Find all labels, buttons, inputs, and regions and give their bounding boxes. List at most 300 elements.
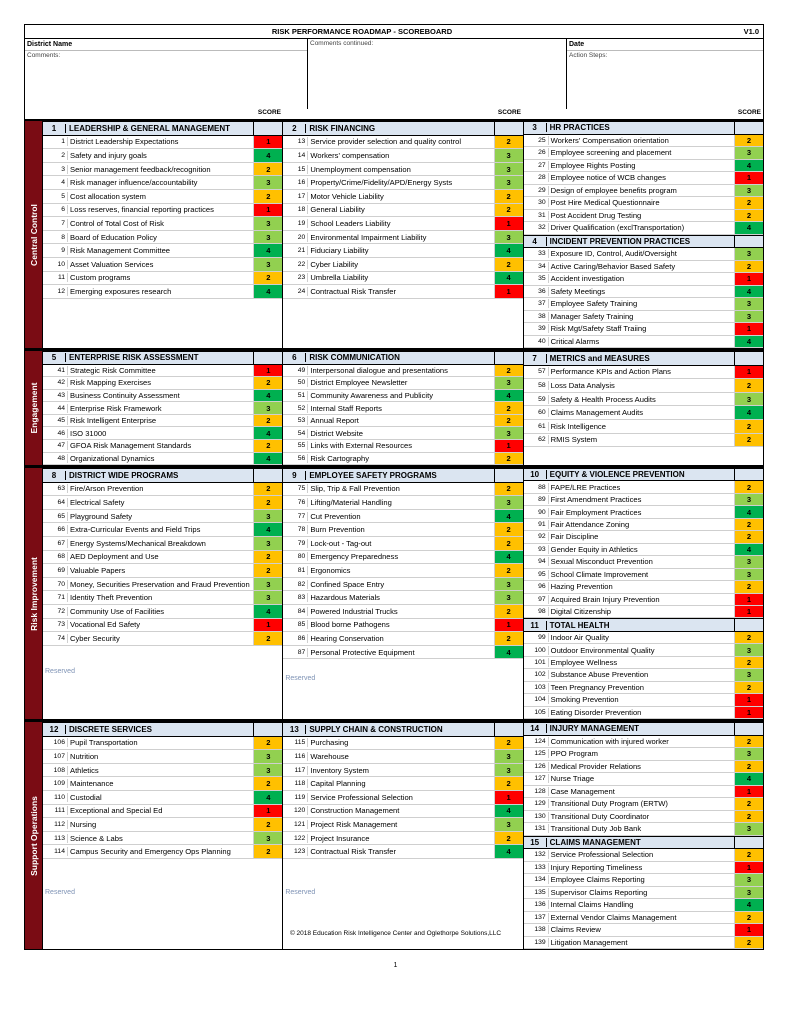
item-score[interactable]: 3 xyxy=(253,402,282,414)
risk-item-row[interactable] xyxy=(524,632,763,644)
risk-item-row[interactable] xyxy=(283,365,522,378)
risk-item-row[interactable] xyxy=(524,694,763,706)
risk-item-row[interactable] xyxy=(524,298,763,311)
risk-item-row[interactable] xyxy=(524,849,763,862)
item-score[interactable]: 3 xyxy=(734,147,763,159)
item-label: Employee Rights Posting xyxy=(548,161,734,170)
risk-item-row[interactable] xyxy=(283,805,522,819)
risk-item-row[interactable] xyxy=(524,544,763,556)
risk-item-row[interactable] xyxy=(283,272,522,286)
risk-item-row[interactable] xyxy=(283,217,522,231)
risk-item-row[interactable] xyxy=(283,632,522,646)
item-score[interactable]: 2 xyxy=(494,415,523,427)
item-score[interactable]: 4 xyxy=(494,272,523,285)
item-score[interactable]: 2 xyxy=(494,365,523,377)
risk-item-row[interactable] xyxy=(283,551,522,565)
risk-item-row[interactable] xyxy=(43,427,282,440)
risk-item-row[interactable] xyxy=(524,147,763,160)
item-score[interactable]: 2 xyxy=(734,811,763,823)
item-label: RMIS System xyxy=(548,435,734,444)
item-score[interactable]: 2 xyxy=(494,523,523,536)
item-score[interactable]: 1 xyxy=(494,440,523,452)
item-score[interactable]: 3 xyxy=(734,644,763,655)
risk-item-row[interactable] xyxy=(283,453,522,466)
item-score[interactable]: 3 xyxy=(494,231,523,244)
item-score[interactable]: 1 xyxy=(253,619,282,632)
risk-item-row[interactable] xyxy=(524,506,763,518)
item-score[interactable]: 3 xyxy=(734,556,763,567)
risk-item-row[interactable] xyxy=(524,185,763,198)
item-score[interactable]: 4 xyxy=(494,805,523,818)
risk-item-row[interactable] xyxy=(43,737,282,751)
item-score[interactable]: 2 xyxy=(494,777,523,790)
risk-item-row[interactable] xyxy=(524,786,763,799)
item-score[interactable]: 3 xyxy=(494,163,523,176)
item-label: Confined Space Entry xyxy=(307,580,493,589)
item-score[interactable]: 2 xyxy=(734,420,763,433)
item-score[interactable]: 1 xyxy=(494,619,523,632)
item-score[interactable]: 4 xyxy=(494,646,523,659)
risk-item-row[interactable] xyxy=(283,483,522,497)
risk-item-row[interactable] xyxy=(524,531,763,543)
item-score[interactable]: 3 xyxy=(253,176,282,189)
risk-item-row[interactable] xyxy=(524,581,763,593)
risk-item-row[interactable] xyxy=(524,210,763,223)
risk-item-row[interactable] xyxy=(283,258,522,272)
risk-item-row[interactable] xyxy=(43,805,282,819)
section-header xyxy=(43,722,282,737)
item-score[interactable]: 2 xyxy=(734,379,763,392)
item-score[interactable]: 2 xyxy=(734,632,763,643)
item-number: 11 xyxy=(57,274,65,282)
item-score[interactable]: 4 xyxy=(494,845,523,858)
risk-item-row[interactable] xyxy=(524,273,763,286)
item-score[interactable]: 1 xyxy=(734,707,763,718)
risk-item-row[interactable] xyxy=(524,248,763,261)
item-score[interactable]: 2 xyxy=(494,564,523,577)
item-label: Community Awareness and Publicity xyxy=(307,391,493,400)
risk-item-row[interactable] xyxy=(283,845,522,859)
risk-item-row[interactable] xyxy=(43,136,282,150)
item-score[interactable]: 2 xyxy=(734,261,763,273)
item-score[interactable]: 3 xyxy=(734,669,763,680)
risk-item-row[interactable] xyxy=(524,912,763,925)
risk-item-row[interactable] xyxy=(43,365,282,378)
risk-item-row[interactable] xyxy=(524,862,763,875)
risk-item-row[interactable] xyxy=(43,619,282,633)
item-score[interactable]: 3 xyxy=(253,217,282,230)
item-score[interactable]: 2 xyxy=(253,377,282,389)
item-score[interactable]: 3 xyxy=(494,496,523,509)
item-score[interactable]: 3 xyxy=(734,823,763,835)
item-score[interactable]: 2 xyxy=(734,849,763,861)
item-score[interactable]: 1 xyxy=(734,323,763,335)
risk-item-row[interactable] xyxy=(43,231,282,245)
item-score[interactable]: 4 xyxy=(494,510,523,523)
item-score[interactable]: 3 xyxy=(734,748,763,760)
item-score[interactable]: 3 xyxy=(253,591,282,604)
item-score[interactable]: 2 xyxy=(734,135,763,147)
risk-item-row[interactable] xyxy=(43,204,282,218)
risk-item-row[interactable] xyxy=(43,764,282,778)
item-score[interactable]: 2 xyxy=(494,832,523,845)
item-score[interactable]: 3 xyxy=(494,377,523,389)
risk-item-row[interactable] xyxy=(524,644,763,656)
risk-item-row[interactable] xyxy=(43,415,282,428)
item-score[interactable]: 3 xyxy=(253,578,282,591)
item-score[interactable]: 3 xyxy=(494,764,523,777)
item-score[interactable]: 2 xyxy=(494,190,523,203)
risk-item-row[interactable] xyxy=(283,190,522,204)
risk-item-row[interactable] xyxy=(283,402,522,415)
item-score[interactable]: 3 xyxy=(734,569,763,580)
item-number: 107 xyxy=(53,752,65,760)
item-score[interactable]: 1 xyxy=(253,136,282,149)
risk-item-row[interactable] xyxy=(43,578,282,592)
item-score[interactable]: 4 xyxy=(494,244,523,257)
item-score[interactable]: 1 xyxy=(494,285,523,298)
risk-item-row[interactable] xyxy=(283,832,522,846)
risk-item-row[interactable] xyxy=(283,523,522,537)
risk-item-row[interactable] xyxy=(43,537,282,551)
risk-item-row[interactable] xyxy=(43,777,282,791)
comments-continued-label[interactable]: Comments continued: xyxy=(310,40,374,47)
risk-item-row[interactable] xyxy=(43,750,282,764)
section-title: LEADERSHIP & GENERAL MANAGEMENT xyxy=(65,124,253,133)
item-score[interactable]: 3 xyxy=(253,832,282,845)
item-score[interactable]: 2 xyxy=(494,402,523,414)
risk-item-row[interactable] xyxy=(283,285,522,299)
risk-item-row[interactable] xyxy=(283,777,522,791)
risk-item-row[interactable] xyxy=(524,135,763,148)
risk-item-row[interactable] xyxy=(43,591,282,605)
risk-item-row[interactable] xyxy=(524,420,763,434)
risk-item-row[interactable] xyxy=(43,217,282,231)
item-score[interactable]: 2 xyxy=(494,632,523,645)
item-score[interactable]: 3 xyxy=(734,185,763,197)
item-score[interactable]: 2 xyxy=(494,136,523,149)
item-score[interactable]: 4 xyxy=(494,551,523,564)
district-name-label[interactable]: District Name xyxy=(25,39,307,51)
item-score[interactable]: 1 xyxy=(494,791,523,804)
item-score[interactable]: 1 xyxy=(494,217,523,230)
item-score[interactable]: 3 xyxy=(253,258,282,271)
item-score[interactable]: 2 xyxy=(253,777,282,790)
item-score[interactable]: 2 xyxy=(253,551,282,564)
risk-item-row[interactable] xyxy=(524,379,763,393)
item-score[interactable]: 1 xyxy=(734,786,763,798)
risk-item-row[interactable] xyxy=(524,172,763,185)
item-score[interactable]: 2 xyxy=(734,736,763,748)
item-score[interactable]: 4 xyxy=(253,244,282,257)
item-score[interactable]: 1 xyxy=(734,594,763,605)
item-score[interactable]: 2 xyxy=(734,912,763,924)
item-score[interactable]: 2 xyxy=(494,737,523,750)
item-score[interactable]: 3 xyxy=(734,887,763,899)
item-score[interactable]: 3 xyxy=(253,750,282,763)
risk-item-row[interactable] xyxy=(283,440,522,453)
item-score[interactable]: 2 xyxy=(494,605,523,618)
risk-item-row[interactable] xyxy=(524,556,763,568)
risk-item-row[interactable] xyxy=(524,336,763,349)
risk-item-row[interactable] xyxy=(524,519,763,531)
item-score[interactable]: 4 xyxy=(734,286,763,298)
risk-item-row[interactable] xyxy=(524,798,763,811)
item-label: Cut Prevention xyxy=(307,512,493,521)
item-score[interactable]: 2 xyxy=(253,163,282,176)
item-score[interactable]: 1 xyxy=(253,365,282,377)
item-score[interactable]: 3 xyxy=(253,537,282,550)
item-score[interactable]: 2 xyxy=(253,564,282,577)
item-score[interactable]: 2 xyxy=(494,537,523,550)
risk-item-row[interactable] xyxy=(524,286,763,299)
item-label: Nursing xyxy=(67,820,253,829)
risk-item-row[interactable] xyxy=(283,244,522,258)
item-score[interactable]: 2 xyxy=(494,483,523,496)
item-score[interactable]: 2 xyxy=(253,496,282,509)
item-score[interactable]: 4 xyxy=(253,149,282,162)
risk-item-row[interactable] xyxy=(43,244,282,258)
risk-item-row[interactable] xyxy=(283,496,522,510)
item-score[interactable]: 1 xyxy=(734,924,763,936)
band-support-operations xyxy=(24,720,764,950)
item-score[interactable]: 2 xyxy=(734,210,763,222)
item-score[interactable]: 1 xyxy=(734,366,763,379)
item-score[interactable]: 1 xyxy=(734,862,763,874)
action-steps-label[interactable]: Action Steps: xyxy=(569,52,608,59)
risk-item-row[interactable] xyxy=(524,434,763,448)
risk-item-row[interactable] xyxy=(524,669,763,681)
item-score[interactable]: 4 xyxy=(734,899,763,911)
risk-item-row[interactable] xyxy=(283,764,522,778)
item-score[interactable]: 3 xyxy=(253,510,282,523)
risk-item-row[interactable] xyxy=(283,204,522,218)
risk-item-row[interactable] xyxy=(43,453,282,466)
item-score[interactable]: 2 xyxy=(734,682,763,693)
risk-item-row[interactable] xyxy=(283,176,522,190)
item-score[interactable]: 3 xyxy=(494,591,523,604)
risk-item-row[interactable] xyxy=(43,605,282,619)
risk-item-row[interactable] xyxy=(524,748,763,761)
item-score[interactable]: 1 xyxy=(253,204,282,217)
item-label: Nutrition xyxy=(67,752,253,761)
comments-label[interactable]: Comments: xyxy=(27,52,61,59)
item-score[interactable]: 4 xyxy=(253,605,282,618)
item-score[interactable]: 3 xyxy=(734,874,763,886)
item-score[interactable]: 2 xyxy=(253,272,282,285)
risk-item-row[interactable] xyxy=(43,377,282,390)
risk-item-row[interactable] xyxy=(43,818,282,832)
item-score[interactable]: 1 xyxy=(734,273,763,285)
risk-item-row[interactable] xyxy=(43,285,282,299)
risk-item-row[interactable] xyxy=(43,440,282,453)
risk-item-row[interactable] xyxy=(283,377,522,390)
risk-item-row[interactable] xyxy=(524,197,763,210)
item-score[interactable]: 4 xyxy=(734,773,763,785)
item-score[interactable]: 4 xyxy=(734,336,763,348)
risk-item-row[interactable] xyxy=(524,481,763,493)
risk-item-row[interactable] xyxy=(43,176,282,190)
risk-item-row[interactable] xyxy=(283,415,522,428)
item-score[interactable]: 1 xyxy=(734,606,763,617)
item-label: Supervisor Claims Reporting xyxy=(548,888,734,897)
item-score[interactable]: 3 xyxy=(734,248,763,260)
risk-item-row[interactable] xyxy=(43,163,282,177)
risk-item-row[interactable] xyxy=(283,427,522,440)
risk-item-row[interactable] xyxy=(43,190,282,204)
risk-item-row[interactable] xyxy=(524,937,763,950)
item-score[interactable]: 3 xyxy=(734,298,763,310)
item-score[interactable]: 3 xyxy=(494,176,523,189)
risk-item-row[interactable] xyxy=(43,258,282,272)
risk-item-row[interactable] xyxy=(524,393,763,407)
risk-item-row[interactable] xyxy=(283,605,522,619)
item-score[interactable]: 3 xyxy=(253,231,282,244)
risk-item-row[interactable] xyxy=(283,149,522,163)
risk-item-row[interactable] xyxy=(524,682,763,694)
risk-item-row[interactable] xyxy=(283,510,522,524)
risk-item-row[interactable] xyxy=(43,551,282,565)
risk-item-row[interactable] xyxy=(283,791,522,805)
risk-item-row[interactable] xyxy=(43,390,282,403)
risk-item-row[interactable] xyxy=(283,564,522,578)
item-score[interactable]: 1 xyxy=(734,694,763,705)
item-score[interactable]: 2 xyxy=(253,632,282,645)
item-number: 89 xyxy=(538,496,546,504)
item-score[interactable]: 2 xyxy=(253,440,282,452)
risk-item-row[interactable] xyxy=(524,899,763,912)
item-score[interactable]: 2 xyxy=(494,453,523,465)
item-score[interactable]: 4 xyxy=(734,506,763,517)
item-number: 14 xyxy=(297,151,306,159)
item-score[interactable]: 2 xyxy=(494,258,523,271)
risk-item-row[interactable] xyxy=(283,818,522,832)
item-score[interactable]: 4 xyxy=(253,791,282,804)
risk-item-row[interactable] xyxy=(524,569,763,581)
risk-item-row[interactable] xyxy=(43,149,282,163)
item-score[interactable]: 4 xyxy=(253,390,282,402)
risk-item-row[interactable] xyxy=(283,591,522,605)
risk-item-row[interactable] xyxy=(43,845,282,859)
risk-item-row[interactable] xyxy=(524,311,763,324)
risk-item-row[interactable] xyxy=(283,231,522,245)
item-score[interactable]: 3 xyxy=(494,818,523,831)
item-score[interactable]: 3 xyxy=(494,149,523,162)
item-score[interactable]: 3 xyxy=(253,764,282,777)
item-score[interactable]: 2 xyxy=(494,204,523,217)
item-score[interactable]: 4 xyxy=(253,453,282,465)
risk-item-row[interactable] xyxy=(43,483,282,497)
item-score[interactable]: 1 xyxy=(734,172,763,184)
item-score[interactable]: 2 xyxy=(734,798,763,810)
date-label[interactable]: Date xyxy=(567,39,763,51)
item-score[interactable]: 2 xyxy=(253,415,282,427)
item-score[interactable]: 2 xyxy=(253,845,282,858)
risk-item-row[interactable] xyxy=(43,523,282,537)
item-score[interactable]: 4 xyxy=(734,544,763,555)
item-score[interactable]: 2 xyxy=(253,818,282,831)
item-score[interactable]: 4 xyxy=(253,427,282,439)
risk-item-row[interactable] xyxy=(43,510,282,524)
item-score[interactable]: 2 xyxy=(253,737,282,750)
risk-item-row[interactable] xyxy=(524,707,763,719)
risk-item-row[interactable] xyxy=(43,632,282,646)
item-score[interactable]: 2 xyxy=(734,581,763,592)
item-score[interactable]: 2 xyxy=(734,761,763,773)
risk-item-row[interactable] xyxy=(283,737,522,751)
risk-item-row[interactable] xyxy=(524,887,763,900)
risk-item-row[interactable] xyxy=(524,874,763,887)
item-score[interactable]: 4 xyxy=(734,406,763,419)
item-score[interactable]: 2 xyxy=(734,937,763,949)
item-score[interactable]: 4 xyxy=(253,523,282,536)
item-score[interactable]: 2 xyxy=(734,657,763,668)
risk-item-row[interactable] xyxy=(524,323,763,336)
item-score[interactable]: 2 xyxy=(734,434,763,447)
item-score[interactable]: 3 xyxy=(734,393,763,406)
item-score[interactable]: 3 xyxy=(734,494,763,505)
item-score[interactable]: 3 xyxy=(494,427,523,439)
risk-item-row[interactable] xyxy=(524,606,763,618)
risk-item-row[interactable] xyxy=(524,261,763,274)
item-score[interactable]: 4 xyxy=(734,222,763,234)
item-label: Warehouse xyxy=(307,752,493,761)
risk-item-row[interactable] xyxy=(283,646,522,660)
risk-item-row[interactable] xyxy=(524,494,763,506)
item-score[interactable]: 3 xyxy=(494,578,523,591)
risk-item-row[interactable] xyxy=(283,578,522,592)
risk-item-row[interactable] xyxy=(283,750,522,764)
item-score[interactable]: 2 xyxy=(253,190,282,203)
risk-item-row[interactable] xyxy=(524,160,763,173)
risk-item-row[interactable] xyxy=(283,619,522,633)
risk-item-row[interactable] xyxy=(43,564,282,578)
risk-item-row[interactable] xyxy=(524,761,763,774)
item-score[interactable]: 4 xyxy=(494,390,523,402)
item-score[interactable]: 4 xyxy=(734,160,763,172)
risk-item-row[interactable] xyxy=(283,390,522,403)
item-score[interactable]: 1 xyxy=(253,805,282,818)
item-score[interactable]: 2 xyxy=(734,481,763,492)
item-score[interactable]: 2 xyxy=(734,519,763,530)
item-score[interactable]: 2 xyxy=(734,197,763,209)
risk-item-row[interactable] xyxy=(43,791,282,805)
item-score[interactable]: 2 xyxy=(734,531,763,542)
item-score[interactable]: 3 xyxy=(494,750,523,763)
risk-item-row[interactable] xyxy=(43,496,282,510)
section-column xyxy=(282,351,522,465)
risk-item-row[interactable] xyxy=(43,272,282,286)
risk-item-row[interactable] xyxy=(283,136,522,150)
item-number: 127 xyxy=(534,775,546,783)
item-score[interactable]: 3 xyxy=(734,311,763,323)
risk-item-row[interactable] xyxy=(43,832,282,846)
risk-item-row[interactable] xyxy=(524,773,763,786)
risk-item-row[interactable] xyxy=(524,366,763,380)
risk-item-row[interactable] xyxy=(524,823,763,836)
risk-item-row[interactable] xyxy=(524,594,763,606)
risk-item-row[interactable] xyxy=(524,736,763,749)
risk-item-row[interactable] xyxy=(524,657,763,669)
risk-item-row[interactable] xyxy=(524,811,763,824)
risk-item-row[interactable] xyxy=(283,163,522,177)
item-score[interactable]: 2 xyxy=(253,483,282,496)
item-score[interactable]: 4 xyxy=(253,285,282,298)
risk-item-row[interactable] xyxy=(524,406,763,420)
risk-item-row[interactable] xyxy=(283,537,522,551)
risk-item-row[interactable] xyxy=(524,222,763,235)
risk-item-row[interactable] xyxy=(43,402,282,415)
